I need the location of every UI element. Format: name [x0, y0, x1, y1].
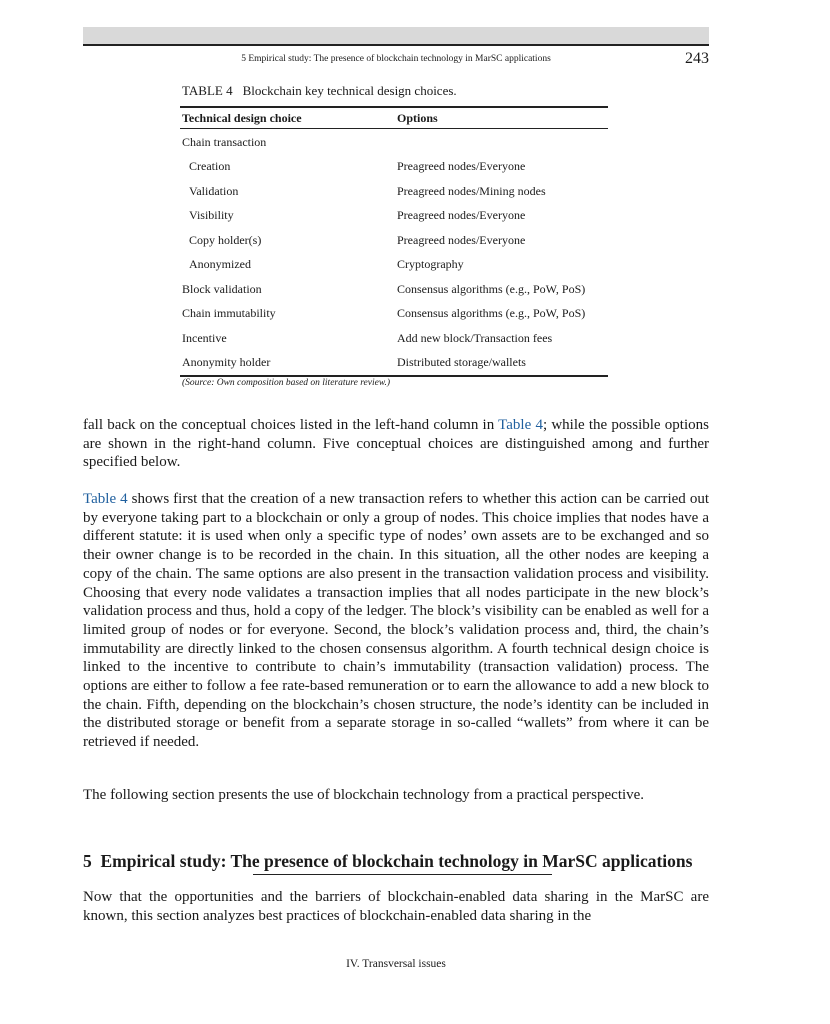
cell-choice: Anonymity holder [182, 355, 271, 369]
cell-choice: Copy holder(s) [189, 233, 262, 247]
paragraph [83, 490, 709, 752]
cell-option: Preagreed nodes/Everyone [397, 159, 526, 173]
paragraph-text: fall back on the conceptual choices listed in the left-hand column in [83, 417, 499, 433]
section-heading [83, 851, 709, 872]
table-row [182, 159, 608, 179]
table-row [182, 331, 608, 351]
cell-option: Preagreed nodes/Everyone [397, 208, 526, 222]
cell-choice: Chain transaction [182, 135, 267, 149]
cell-option: Consensus algorithms (e.g., PoW, PoS) [397, 282, 586, 296]
paragraph: The following section presents the use of blockchain technology from a practical perspective. [83, 787, 645, 803]
section-number: 5 [83, 851, 92, 871]
table-reference-link[interactable]: Table 4 [498, 417, 543, 433]
table-row [182, 135, 608, 155]
paragraph-text: shows first that the creation of a new transaction refers to whether this action can be carried out by everyone taking part to a blockchain or only a group of nodes. This choice implies that nodes have a different statute: it is used when only a specific type of nodes’ own assets are to be exchanged and so their owner change is to be recorded in the chain. In this situation, all the other nodes are keeping a copy of the chain. The same options are also present in the transaction validation process and visibility. Choosing that every node validates a transaction implies that all nodes participate in the new block’s validation process and thus, hold a copy of the ledger. The block’s visibility can be enabled as well for a limited group of nodes or for everyone. Second, the block’s validation process and, third, the chain’s immutability are directly linked to the chosen consensus algorithm. A fourth technical design choice is linked to the incentive to contribute to chain’s immutability (transaction validation) process. The options are either to follow a fee rate-based remuneration or to earn the allowance to add a new block to the chain. Fifth, depending on the blockchain’s chosen structure, the node’s identity can be included in the distributed storage or benefit from a separate storage in so-called “wallets” from where it can be retrieved if needed. [83, 491, 709, 751]
cell-option: Preagreed nodes/Everyone [397, 233, 526, 247]
cell-option: Add new block/Transaction fees [397, 331, 553, 345]
cell-choice: Anonymized [189, 257, 251, 271]
cell-option: Cryptography [397, 257, 464, 271]
table-row [182, 233, 608, 253]
column-header-choice: Technical design choice [182, 111, 302, 125]
table-row [182, 257, 608, 277]
table-row [182, 282, 608, 302]
table-bottom-rule [180, 375, 608, 377]
paragraph: Now that the opportunities and the barriers of blockchain-enabled data sharing in the MarSC are known, this section analyzes best practices of blockchain-enabled data sharing in the [83, 889, 709, 924]
column-header-options: Options [397, 111, 438, 125]
header-rule [83, 44, 709, 46]
paragraph [83, 416, 709, 472]
cell-option: Preagreed nodes/Mining nodes [397, 184, 546, 198]
page-footer: IV. Transversal issues [346, 958, 446, 970]
section-title: Empirical study: The presence of blockchain technology in MarSC applications [100, 851, 693, 871]
cell-choice: Creation [189, 159, 231, 173]
cell-choice: Block validation [182, 282, 262, 296]
cell-choice: Incentive [182, 331, 227, 345]
table-label: TABLE 4 [182, 83, 233, 98]
header-bar [83, 27, 709, 44]
table-caption [182, 83, 457, 99]
cell-choice: Chain immutability [182, 306, 276, 320]
running-head: 5 Empirical study: The presence of blockchain technology in MarSC applications [241, 54, 551, 64]
table-source-note: (Source: Own composition based on literature review.) [182, 378, 390, 388]
cell-choice: Validation [189, 184, 239, 198]
page-number: 243 [685, 50, 709, 67]
table-header-rule [180, 128, 608, 129]
table-row [182, 355, 608, 375]
table-reference-link[interactable]: Table 4 [83, 491, 128, 507]
table-row [182, 184, 608, 204]
paragraph-text: ; while the possible options are shown in the right-hand column. Five conceptual choices are distinguished among and further specified below. [83, 417, 709, 471]
cell-option: Distributed storage/wallets [397, 355, 526, 369]
cell-choice: Visibility [189, 208, 234, 222]
heading-underline [253, 874, 552, 875]
table-top-rule [180, 106, 608, 108]
cell-option: Consensus algorithms (e.g., PoW, PoS) [397, 306, 586, 320]
table-row [182, 306, 608, 326]
table-caption-text: Blockchain key technical design choices. [242, 83, 457, 98]
table-row [182, 208, 608, 228]
